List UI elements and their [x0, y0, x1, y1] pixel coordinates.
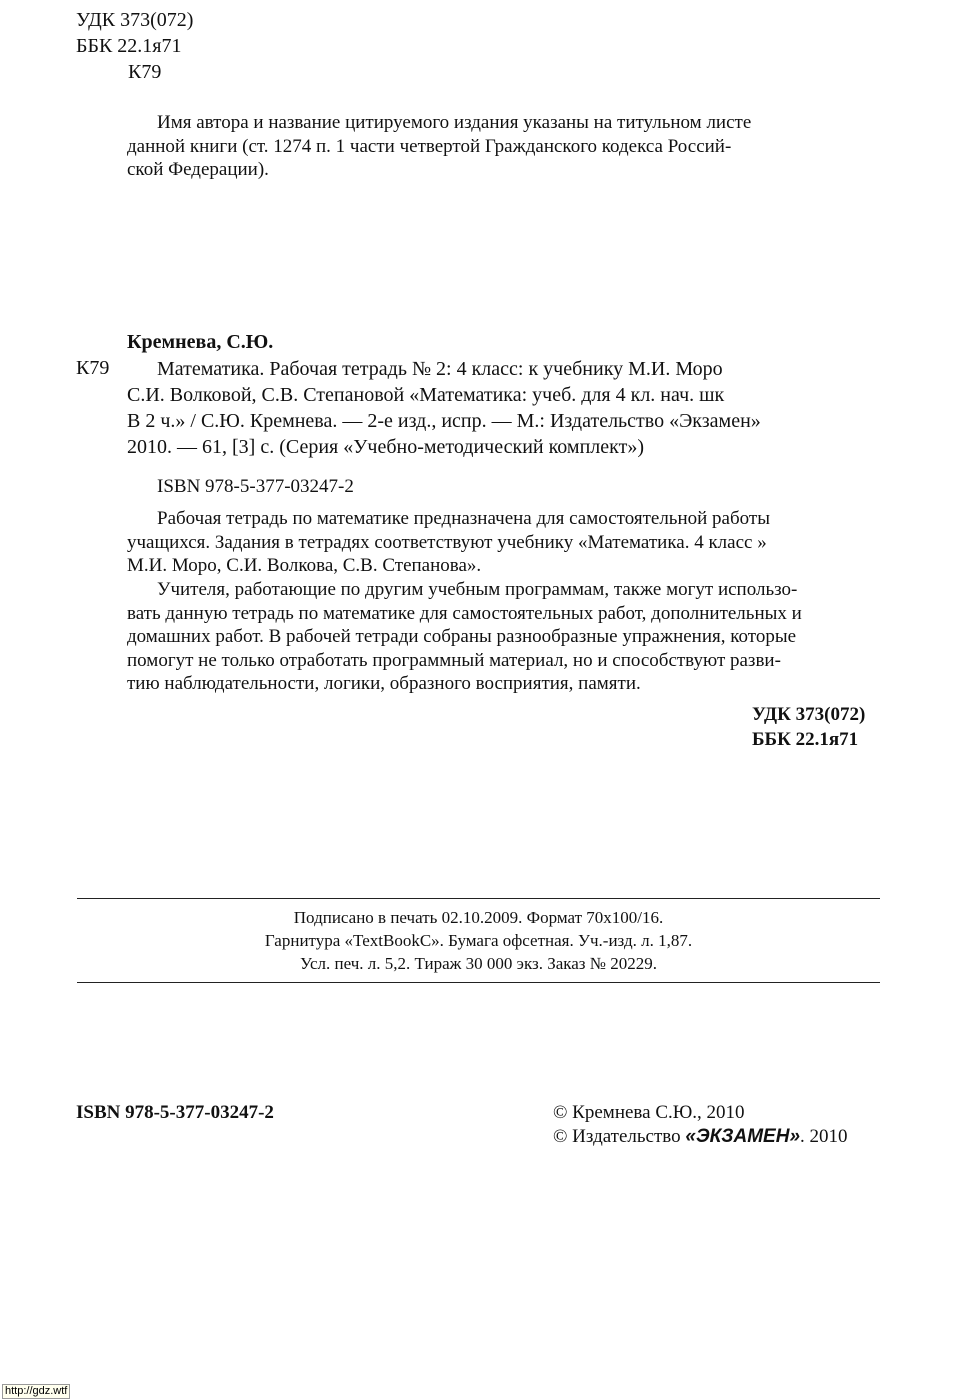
- biblio-line: В 2 ч.» / С.Ю. Кремнева. — 2-е изд., испр. — М.: Издательство «Экзамен»: [127, 410, 761, 432]
- classification-bbk: ББК 22.1я71: [752, 729, 859, 750]
- biblio-line: С.И. Волковой, С.В. Степановой «Математика: учеб. для 4 кл. нач. шк: [127, 384, 725, 406]
- classification-udk: УДК 373(072): [752, 704, 866, 725]
- author-mark: К79: [128, 61, 162, 83]
- imprint-line: Подписано в печать 02.10.2009. Формат 70x100/16.: [293, 908, 664, 927]
- divider-top: [77, 898, 880, 899]
- copyright-publisher: [553, 1125, 848, 1148]
- biblio-isbn: ISBN 978-5-377-03247-2: [157, 476, 354, 497]
- biblio-line: 2010. — 61, [3] с. (Серия «Учебно-методический комплект»): [127, 436, 644, 458]
- abstract-paragraph-1: [127, 507, 882, 578]
- abstract-line: тию наблюдательности, логики, образного восприятия, памяти.: [127, 673, 641, 694]
- abstract-line: М.И. Моро, С.И. Волкова, С.В. Степанова».: [127, 555, 482, 576]
- footer-isbn: ISBN 978-5-377-03247-2: [76, 1102, 274, 1123]
- publisher-brand: «ЭКЗАМЕН»: [685, 1126, 801, 1147]
- udk-code: УДК 373(072): [76, 9, 194, 31]
- notice-line: данной книги (ст. 1274 п. 1 части четвертой Гражданского кодекса Россий-: [127, 135, 732, 157]
- abstract-line: Рабочая тетрадь по математике предназначена для самостоятельной работы: [157, 508, 770, 529]
- biblio-author-mark: К79: [76, 357, 110, 379]
- notice-line: Имя автора и название цитируемого издания указаны на титульном листе: [157, 112, 752, 133]
- imprint-line: Усл. печ. л. 5,2. Тираж 30 000 экз. Заказ № 20229.: [300, 954, 657, 973]
- watermark-url: http://gdz.wtf: [2, 1384, 70, 1399]
- copyright-publisher-prefix: © Издательство: [553, 1126, 686, 1147]
- bbk-code: ББК 22.1я71: [76, 35, 182, 57]
- abstract-line: помогут не только отработать программный материал, но и способствуют разви-: [127, 649, 781, 671]
- divider-bottom: [77, 982, 880, 983]
- copyright-author: © Кремнева С.Ю., 2010: [553, 1102, 745, 1123]
- copyright-publisher-year: . 2010: [800, 1126, 848, 1147]
- biblio-description: [127, 356, 882, 460]
- imprint-line: Гарнитура «TextBookC». Бумага офсетная. Уч.-изд. л. 1,87.: [264, 931, 693, 950]
- author-heading: Кремнева, С.Ю.: [127, 331, 274, 353]
- abstract-paragraph-2: [127, 578, 882, 696]
- notice-line: ской Федерации).: [127, 159, 269, 180]
- abstract-line: вать данную тетрадь по математике для самостоятельных работ, дополнительных и: [127, 602, 802, 624]
- abstract-line: Учителя, работающие по другим учебным программам, также могут использо-: [157, 579, 798, 600]
- abstract-line: домашних работ. В рабочей тетради собраны разнообразные упражнения, которые: [127, 626, 797, 647]
- biblio-line: Математика. Рабочая тетрадь № 2: 4 класс: к учебнику М.И. Моро: [157, 358, 723, 380]
- abstract-line: учащихся. Задания в тетрадях соответствуют учебнику «Математика. 4 класс »: [127, 531, 767, 553]
- citation-notice: [127, 111, 882, 182]
